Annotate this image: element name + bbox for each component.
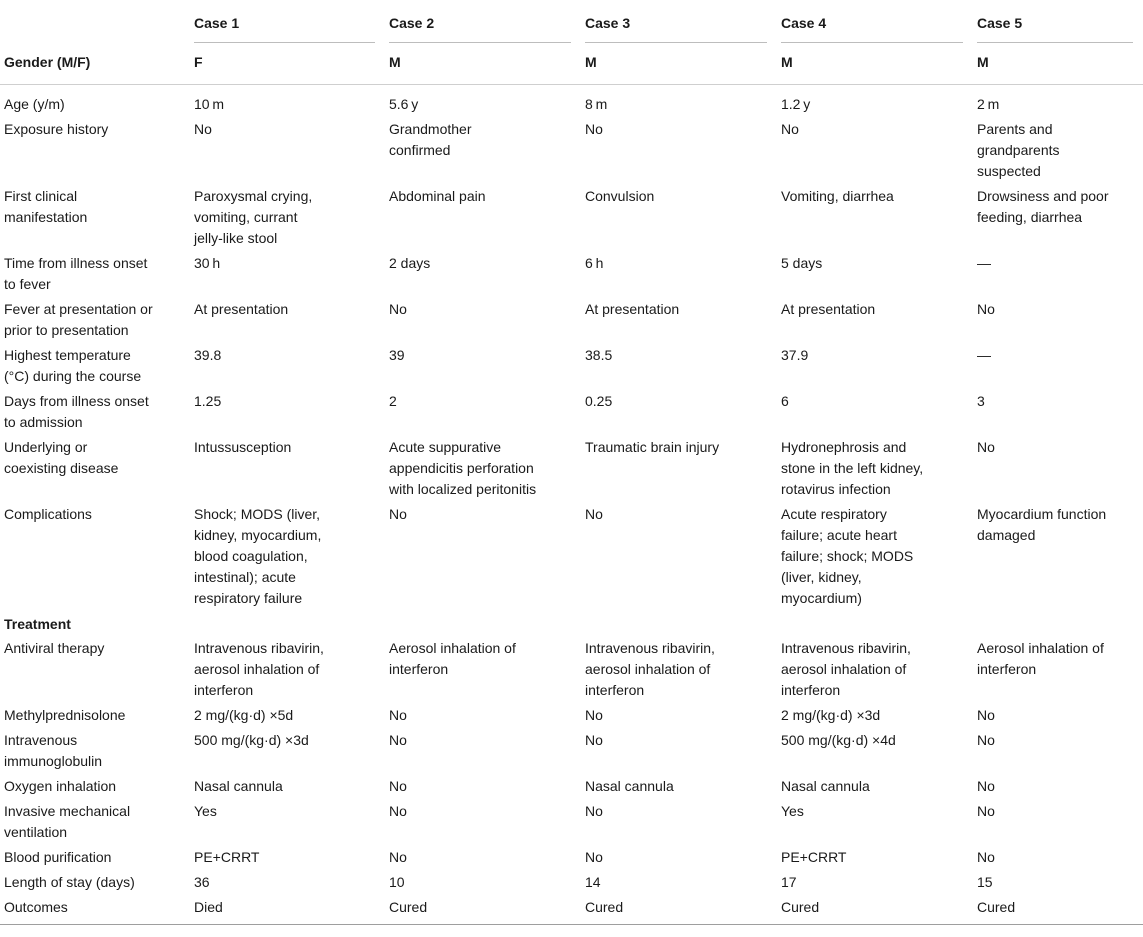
table-row <box>0 502 1143 611</box>
table-cell: Yes <box>194 803 217 819</box>
table-row <box>0 297 1143 343</box>
gender-case-2: M <box>385 43 581 85</box>
table-cell: No <box>585 506 603 522</box>
table-cell: Convulsion <box>585 188 655 204</box>
table-cell: Myocardium function damaged <box>977 506 1107 543</box>
row-label: Antiviral therapy <box>4 640 105 656</box>
table-row <box>0 251 1143 297</box>
table-cell: 5 days <box>781 255 823 271</box>
gender-label: Gender (M/F) <box>0 43 190 85</box>
table-row <box>0 895 1143 925</box>
table-row <box>0 845 1143 870</box>
table-cell: 38.5 <box>585 347 613 363</box>
row-label: Outcomes <box>0 895 190 925</box>
table-cell: 30 h <box>194 255 221 271</box>
row-label: Length of stay (days) <box>4 874 135 890</box>
table-row <box>0 728 1143 774</box>
table-header <box>0 0 1143 85</box>
table-cell: At presentation <box>781 301 876 317</box>
header-case-4-label: Case 4 <box>781 12 963 43</box>
table-cell: Cured <box>385 895 581 925</box>
table-cell: Traumatic brain injury <box>585 439 720 455</box>
table-cell: No <box>194 121 212 137</box>
table-cell <box>581 611 777 636</box>
treatment-section-label: Treatment <box>4 616 71 632</box>
table-cell: — <box>977 347 991 363</box>
table-row <box>0 870 1143 895</box>
table-cell: Acute respiratory failure; acute heart failure; shock; MODS (liver, kidney, myocardium) <box>781 506 914 606</box>
header-case-1 <box>190 0 385 43</box>
table-row <box>0 343 1143 389</box>
table-cell: No <box>585 121 603 137</box>
table-cell: No <box>977 778 995 794</box>
table-cell: No <box>977 439 995 455</box>
table-cell: No <box>389 849 407 865</box>
table-cell: No <box>585 849 603 865</box>
row-label: Intravenous immunoglobulin <box>4 732 103 769</box>
row-label: Age (y/m) <box>4 96 65 112</box>
table-cell: Nasal cannula <box>585 778 674 794</box>
table-cell: PE+CRRT <box>194 849 260 865</box>
table-cell: No <box>389 301 407 317</box>
table-cell: Aerosol inhalation of interferon <box>977 640 1104 677</box>
row-label: Complications <box>4 506 92 522</box>
table-cell: Cured <box>973 895 1143 925</box>
gender-case-3: M <box>581 43 777 85</box>
table-cell: Abdominal pain <box>389 188 486 204</box>
table-row <box>0 435 1143 502</box>
table-cell <box>973 611 1143 636</box>
table-cell: 3 <box>977 393 985 409</box>
table-cell: 10 m <box>194 96 225 112</box>
table-cell: Intravenous ribavirin, aerosol inhalation of interferon <box>781 640 911 698</box>
table-row <box>0 774 1143 799</box>
row-label: Days from illness onset to admission <box>4 393 149 430</box>
row-label: Highest temperature (°C) during the course <box>4 347 142 384</box>
table-cell: Cured <box>581 895 777 925</box>
header-case-2-label: Case 2 <box>389 12 571 43</box>
table-cell: 36 <box>194 874 210 890</box>
table-row <box>0 389 1143 435</box>
table-cell: 2 <box>389 393 397 409</box>
table-row <box>0 117 1143 184</box>
table-cell: No <box>389 803 407 819</box>
row-label: Underlying or coexisting disease <box>4 439 119 476</box>
table-cell: Shock; MODS (liver, kidney, myocardium, blood coagulation, intestinal); acute respiratory failure <box>194 506 322 606</box>
row-label: Fever at presentation or prior to presentation <box>4 301 153 338</box>
row-label: Invasive mechanical ventilation <box>4 803 131 840</box>
gender-row <box>0 43 1143 85</box>
table-cell: 500 mg/(kg·d) ×3d <box>194 732 309 748</box>
row-label: Time from illness onset to fever <box>4 255 148 292</box>
table-cell: 14 <box>585 874 601 890</box>
table-cell: 17 <box>781 874 797 890</box>
table-cell: No <box>585 707 603 723</box>
header-case-2 <box>385 0 581 43</box>
table-cell: No <box>389 506 407 522</box>
table-cell: 1.2 y <box>781 96 811 112</box>
gender-case-1: F <box>190 43 385 85</box>
table-cell: 2 days <box>389 255 431 271</box>
table-cell: Grandmother confirmed <box>389 121 472 158</box>
table-cell: No <box>389 732 407 748</box>
header-case-3 <box>581 0 777 43</box>
table-cell: No <box>781 121 799 137</box>
table-body <box>0 85 1143 925</box>
header-case-4 <box>777 0 973 43</box>
gender-case-5: M <box>973 43 1143 85</box>
table-cell: 2 mg/(kg·d) ×5d <box>194 707 294 723</box>
treatment-section-row <box>0 611 1143 636</box>
table-cell: No <box>977 301 995 317</box>
table-cell: 6 h <box>585 255 604 271</box>
row-label: Blood purification <box>4 849 112 865</box>
table-cell: — <box>977 255 991 271</box>
table-cell: Drowsiness and poor feeding, diarrhea <box>977 188 1109 225</box>
table-cell: Intravenous ribavirin, aerosol inhalation of interferon <box>194 640 324 698</box>
row-label: First clinical manifestation <box>4 188 88 225</box>
table-cell: No <box>389 778 407 794</box>
table-cell: 500 mg/(kg·d) ×4d <box>781 732 896 748</box>
header-case-5-label: Case 5 <box>977 12 1133 43</box>
table-cell <box>777 611 973 636</box>
table-cell: Cured <box>777 895 973 925</box>
table-row <box>0 184 1143 251</box>
case-header-row <box>0 0 1143 43</box>
table-cell <box>190 611 385 636</box>
row-label: Methylprednisolone <box>4 707 126 723</box>
header-case-3-label: Case 3 <box>585 12 767 43</box>
table-cell: 2 mg/(kg·d) ×3d <box>781 707 881 723</box>
table-row <box>0 703 1143 728</box>
table-cell: 6 <box>781 393 789 409</box>
header-corner-cell <box>0 0 190 43</box>
table-cell: 1.25 <box>194 393 222 409</box>
table-cell: No <box>977 803 995 819</box>
table-cell: Hydronephrosis and stone in the left kidney, rotavirus infection <box>781 439 924 497</box>
table-cell: 37.9 <box>781 347 809 363</box>
table-cell: Paroxysmal crying, vomiting, currant jelly-like stool <box>194 188 313 246</box>
table-cell: Vomiting, diarrhea <box>781 188 894 204</box>
table-cell: Intussusception <box>194 439 292 455</box>
table-cell: 39 <box>389 347 405 363</box>
table-cell: 2 m <box>977 96 1000 112</box>
table-row <box>0 636 1143 703</box>
header-case-1-label: Case 1 <box>194 12 375 43</box>
table-cell: 15 <box>977 874 993 890</box>
row-label: Oxygen inhalation <box>4 778 117 794</box>
table-cell: 0.25 <box>585 393 613 409</box>
table-cell: At presentation <box>194 301 289 317</box>
table-cell: At presentation <box>585 301 680 317</box>
table-cell: No <box>977 732 995 748</box>
table-cell: No <box>389 707 407 723</box>
table-cell: PE+CRRT <box>781 849 847 865</box>
table-cell: Nasal cannula <box>194 778 283 794</box>
table-cell: No <box>585 732 603 748</box>
table-cell: Died <box>190 895 385 925</box>
table-cell: Aerosol inhalation of interferon <box>389 640 516 677</box>
header-case-5 <box>973 0 1143 43</box>
table-cell: Acute suppurative appendicitis perforation with localized peritonitis <box>389 439 537 497</box>
table-cell: No <box>585 803 603 819</box>
table-cell: Yes <box>781 803 804 819</box>
gender-case-4: M <box>777 43 973 85</box>
table-cell: 8 m <box>585 96 608 112</box>
table-cell: No <box>977 849 995 865</box>
table-cell: 39.8 <box>194 347 222 363</box>
table-cell: Nasal cannula <box>781 778 870 794</box>
table-row <box>0 799 1143 845</box>
table-cell <box>385 611 581 636</box>
table-cell: 5.6 y <box>389 96 419 112</box>
table-cell: Parents and grandparents suspected <box>977 121 1060 179</box>
table-cell: 10 <box>389 874 405 890</box>
table-row <box>0 85 1143 118</box>
row-label: Exposure history <box>4 121 109 137</box>
table-cell: Intravenous ribavirin, aerosol inhalation of interferon <box>585 640 715 698</box>
table-cell: No <box>977 707 995 723</box>
